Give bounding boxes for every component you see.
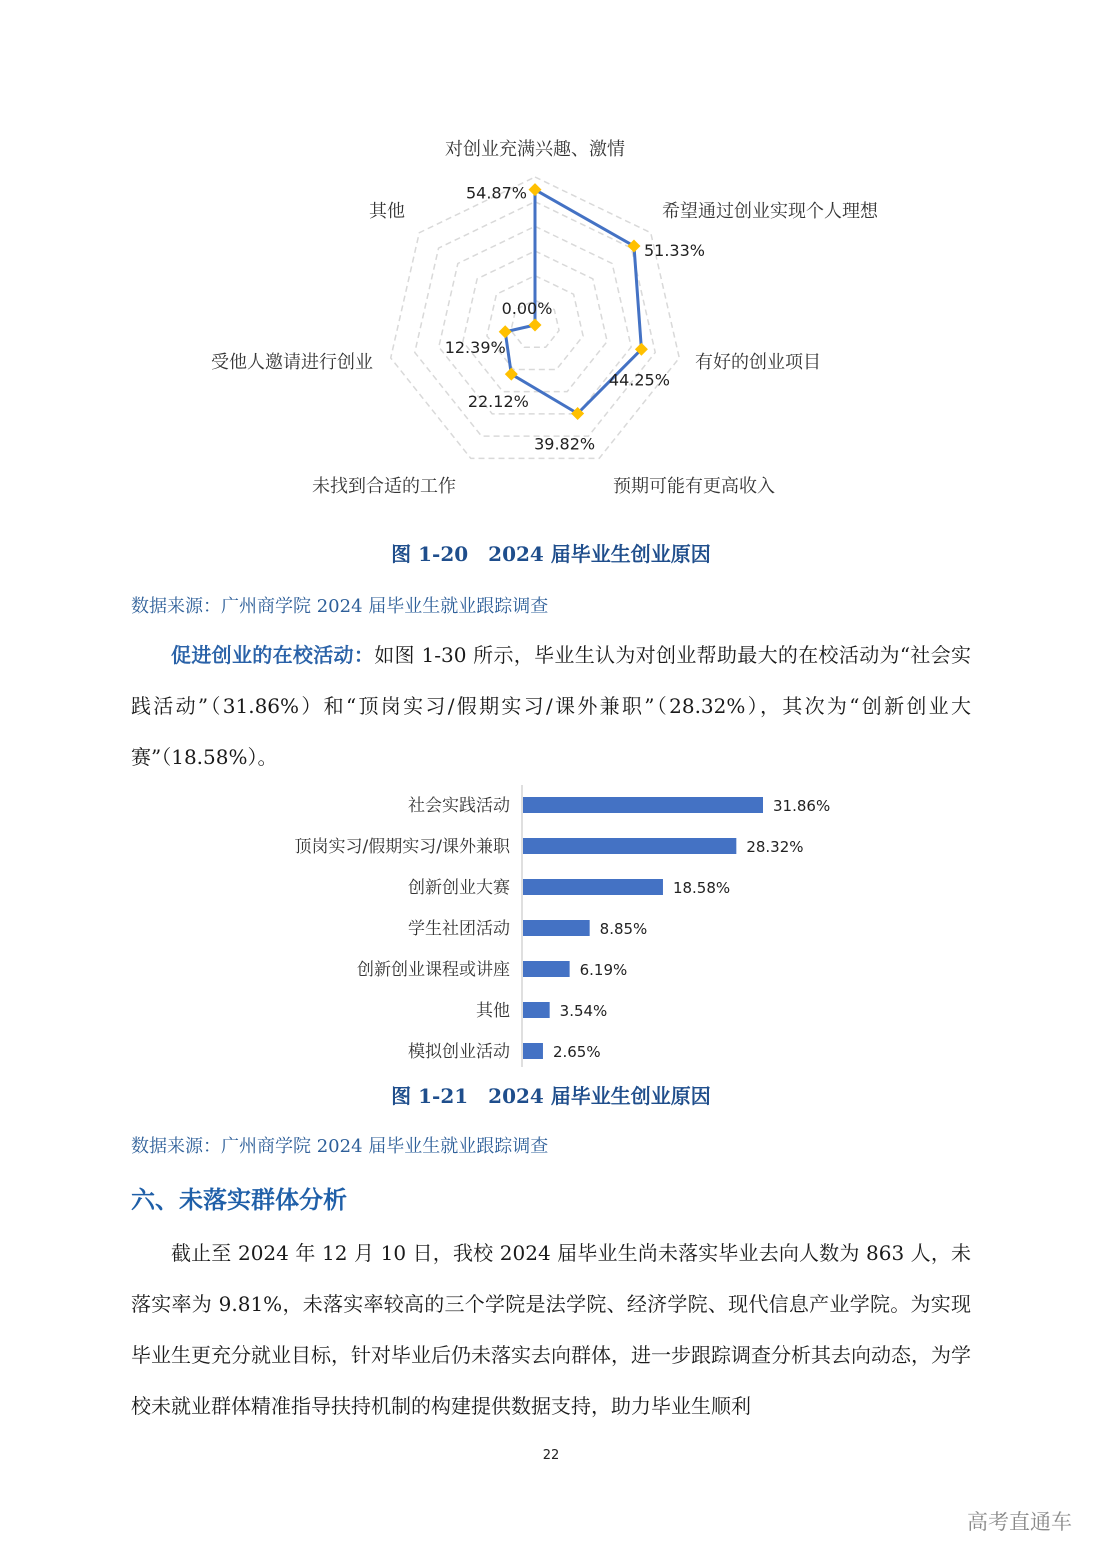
- radar-value-label: 12.39%: [444, 337, 506, 357]
- radar-axis-label: 其他: [369, 201, 405, 222]
- bar-category-label: 模拟创业活动: [408, 1042, 510, 1062]
- paragraph-unplaced: 截止至 2024 年 12 月 10 日，我校 2024 届毕业生尚未落实毕业去向人数为 863 人，未落实率为 9.81%，未落实率较高的三个学院是法学院、经济学院、现代信息产业学院。为实现毕业生更充分就业目标，针对毕业后仍未落实去向群体，进一步跟踪调查分析其去向动态，为学校未就业群体精准指导扶持机制的构建提供数据支持，助力毕业生顺利: [131, 1241, 971, 1418]
- radar-axis-label: 预期可能有更高收入: [613, 476, 775, 497]
- figure-2-caption: 图 1-21 2024 届毕业生创业原因: [391, 1084, 711, 1108]
- bar: [523, 961, 570, 977]
- paragraph-lead: 促进创业的在校活动：: [171, 643, 375, 667]
- radar-point: [529, 183, 542, 196]
- bar-chart: [0, 780, 1102, 1070]
- paragraph-activities: [131, 630, 971, 783]
- radar-axis-label: 希望通过创业实现个人理想: [662, 201, 878, 222]
- bar: [523, 1002, 550, 1018]
- bar: [523, 838, 736, 854]
- radar-value-label: 51.33%: [643, 241, 706, 261]
- section-title: 六、未落实群体分析: [131, 1186, 347, 1214]
- bar-category-label: 顶岗实习/假期实习/课外兼职: [294, 837, 510, 857]
- bar-value-label: 31.86%: [773, 797, 831, 815]
- figure-1-caption: 图 1-20 2024 届毕业生创业原因: [391, 542, 711, 566]
- bar: [523, 797, 763, 813]
- bar-category-label: 社会实践活动: [408, 796, 510, 816]
- radar-point: [529, 319, 542, 332]
- bar-value-label: 8.85%: [599, 920, 648, 938]
- bar-category-label: 学生社团活动: [408, 919, 510, 939]
- bar: [523, 920, 590, 936]
- bar-category-label: 其他: [476, 1001, 510, 1021]
- radar-value-label: 39.82%: [534, 434, 596, 454]
- radar-point: [627, 240, 640, 253]
- bar-value-label: 3.54%: [559, 1002, 608, 1020]
- radar-axis-label: 未找到合适的工作: [312, 476, 456, 497]
- figure-2-source: 数据来源：广州商学院 2024 届毕业生就业跟踪调查: [131, 1136, 549, 1157]
- bar: [523, 879, 663, 895]
- bar-value-label: 2.65%: [552, 1043, 601, 1061]
- bar-category-label: 创新创业大赛: [408, 878, 510, 898]
- bar-category-label: 创新创业课程或讲座: [357, 960, 510, 980]
- radar-axis-label: 受他人邀请进行创业: [211, 352, 373, 373]
- radar-value-label: 22.12%: [467, 392, 529, 412]
- radar-value-label: 54.87%: [465, 183, 527, 203]
- radar-axis-label: 有好的创业项目: [695, 352, 821, 373]
- radar-point: [505, 368, 518, 381]
- paragraph-body: 如图 1-30 所示，毕业生认为对创业帮助最大的在校活动为“社会实践活动”（31.86%）和“顶岗实习/假期实习/课外兼职”（28.32%），其次为“创新创业大赛”（18.58%）。: [131, 643, 972, 769]
- watermark: 高考直通车: [967, 1510, 1072, 1534]
- figure-1-source: 数据来源：广州商学院 2024 届毕业生就业跟踪调查: [131, 596, 549, 617]
- bar: [523, 1043, 543, 1059]
- radar-point: [499, 325, 512, 338]
- bar-value-label: 28.32%: [746, 838, 804, 856]
- bar-value-label: 6.19%: [579, 961, 628, 979]
- radar-chart: [0, 120, 1102, 520]
- page-number: 22: [542, 1448, 560, 1463]
- radar-axis-label: 对创业充满兴趣、激情: [445, 139, 625, 160]
- radar-value-label: 44.25%: [608, 370, 670, 390]
- radar-value-label: 0.00%: [501, 299, 553, 318]
- bar-value-label: 18.58%: [672, 879, 731, 897]
